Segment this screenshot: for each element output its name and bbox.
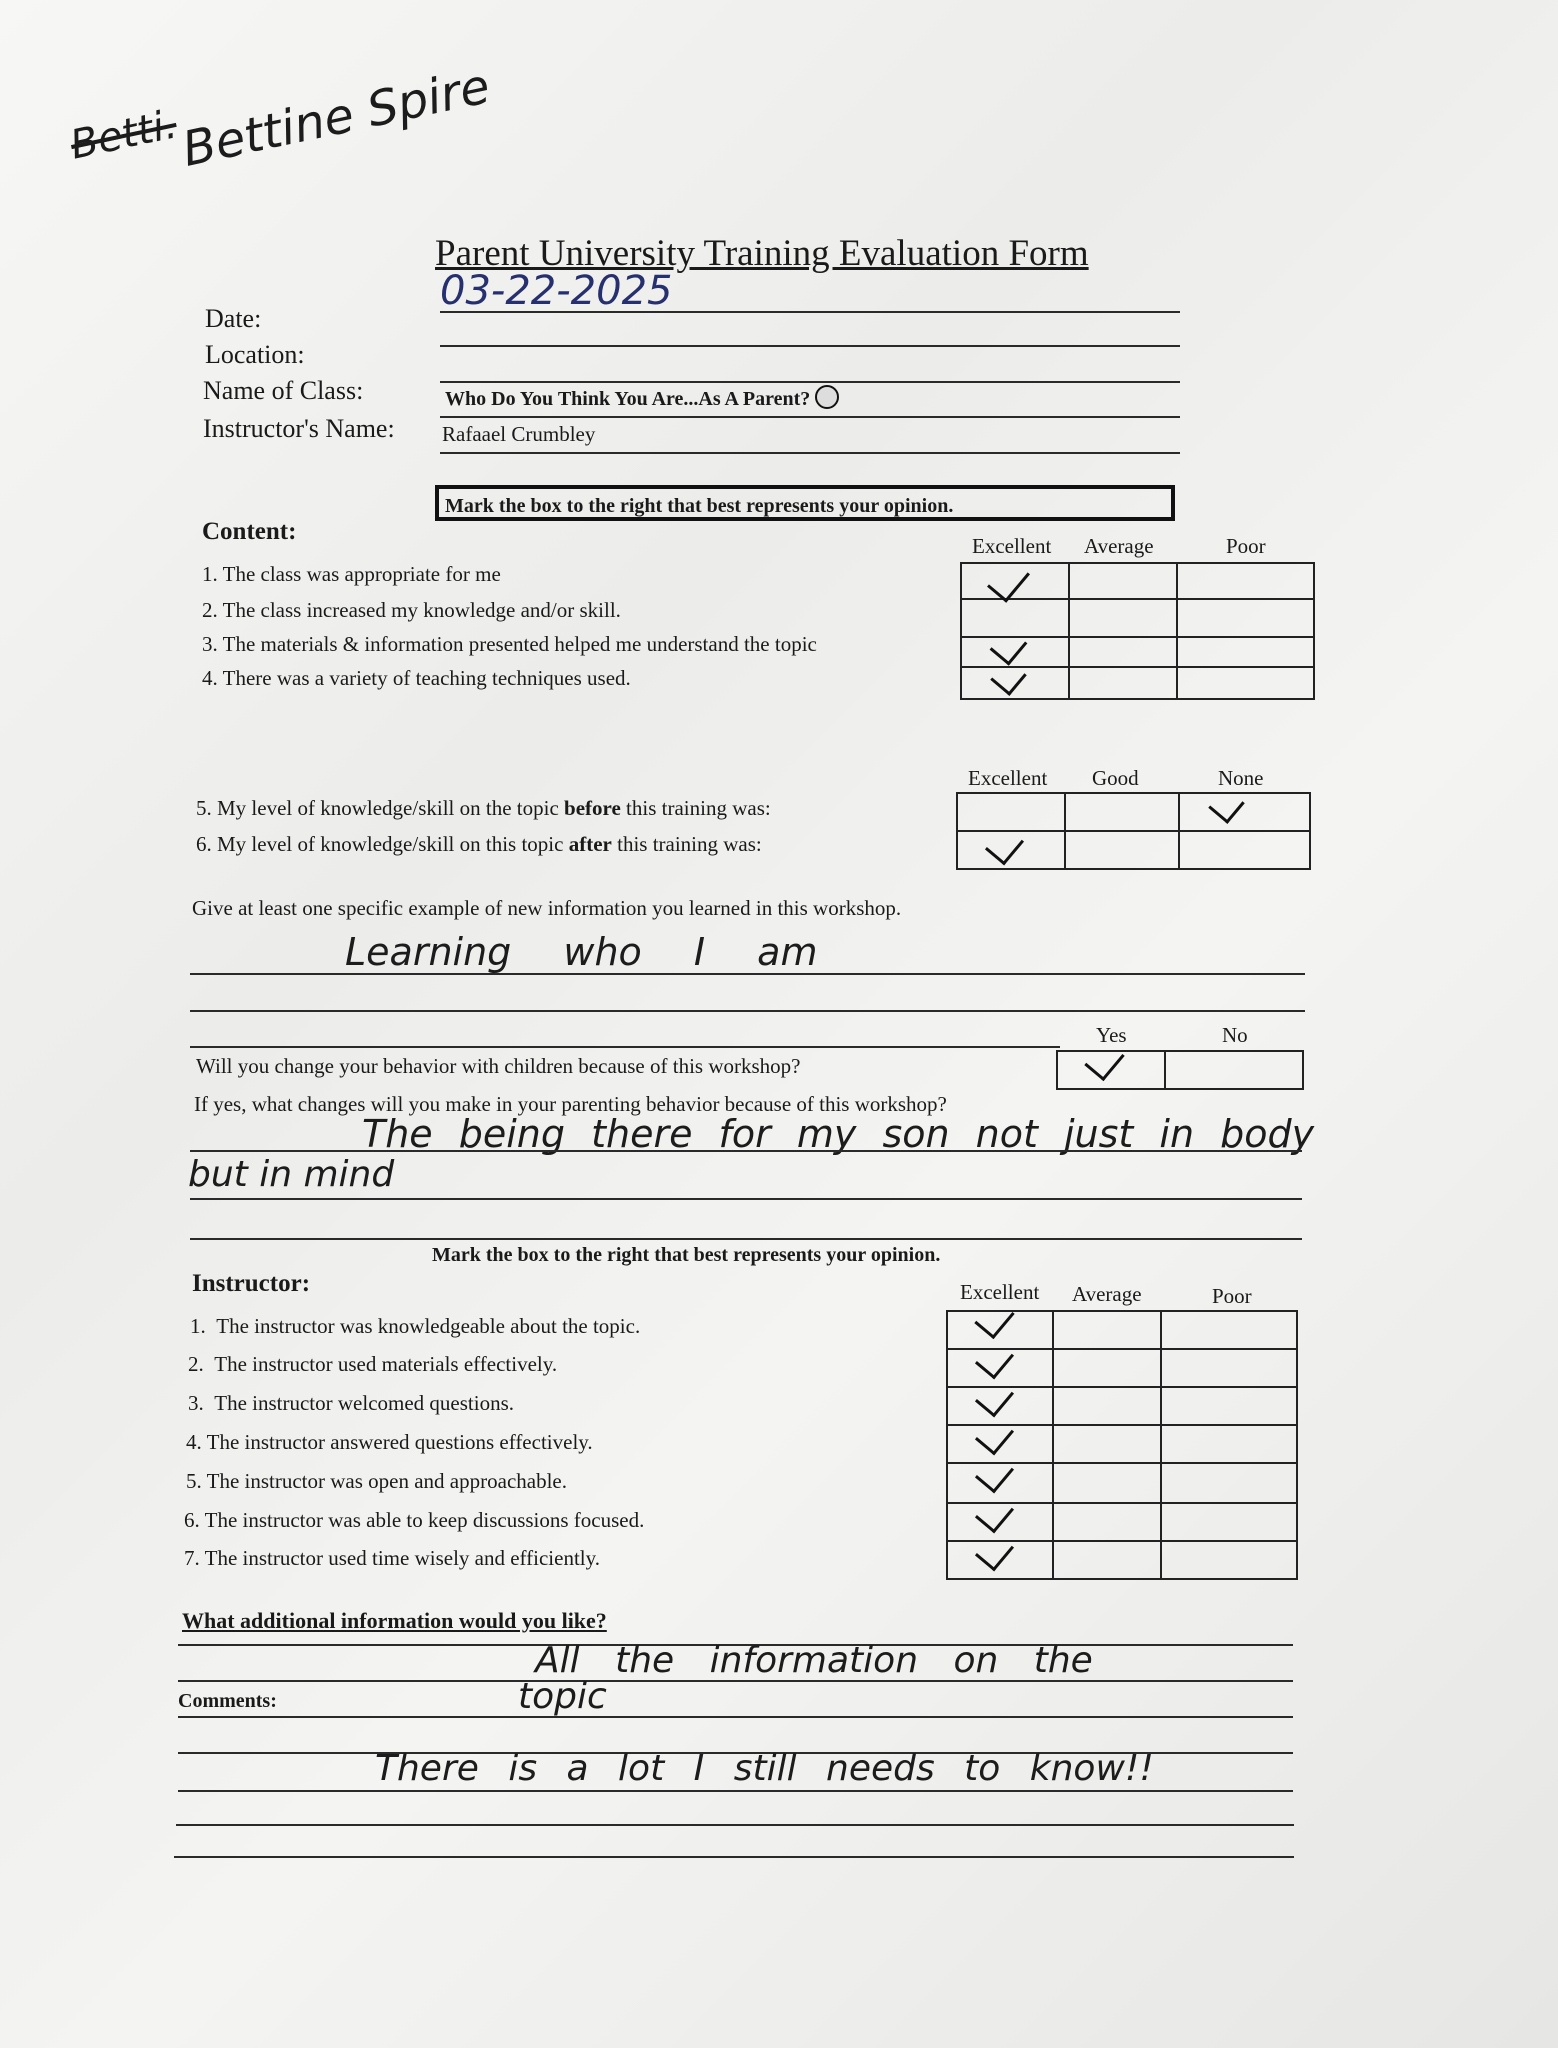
content-q3: 3. The materials & information presented helped me understand the topic (202, 632, 817, 656)
instructor-r6-average[interactable] (1053, 1503, 1161, 1541)
content-r1-poor[interactable] (1177, 563, 1314, 599)
behavior-question: Will you change your behavior with children because of this workshop? (196, 1054, 801, 1078)
behavior-line-1 (190, 1150, 1302, 1152)
comments-answer[interactable]: There is a lot I still needs to know!! (375, 1748, 1154, 1789)
instructor-r2-poor[interactable] (1161, 1349, 1297, 1387)
instructor-heading: Instructor: (192, 1270, 311, 1297)
instructor-r5-average[interactable] (1053, 1463, 1161, 1503)
behavior-no-box[interactable] (1165, 1051, 1303, 1089)
instructor-value: Rafaael Crumbley (442, 422, 596, 446)
instructor-q4: 4. The instructor answered questions effectively. (186, 1430, 593, 1454)
behavior-yes-box[interactable] (1057, 1051, 1165, 1089)
instructor-r1-poor[interactable] (1161, 1311, 1297, 1349)
mark-box-instruction-2: Mark the box to the right that best represents your opinion. (432, 1244, 941, 1266)
instructor-r5-poor[interactable] (1161, 1463, 1297, 1503)
knowledge-after-good[interactable] (1065, 831, 1179, 869)
instructor-r2-average[interactable] (1053, 1349, 1161, 1387)
instructor-r7-average[interactable] (1053, 1541, 1161, 1579)
location-line (440, 345, 1180, 347)
knowledge-after-excellent[interactable] (957, 831, 1065, 869)
instructor-r4-average[interactable] (1053, 1425, 1161, 1463)
knowledge-row-before (957, 793, 1310, 831)
content-r2-excellent[interactable] (961, 599, 1069, 637)
example-line-1 (190, 973, 1305, 975)
instructor-r1-average[interactable] (1053, 1311, 1161, 1349)
knowledge-col-good: Good (1092, 766, 1139, 790)
instructor-r3-average[interactable] (1053, 1387, 1161, 1425)
instructor-r3-poor[interactable] (1161, 1387, 1297, 1425)
emoji-icon (815, 385, 839, 409)
comments-line-4 (176, 1824, 1294, 1826)
content-r1-excellent[interactable] (961, 563, 1069, 599)
content-q2: 2. The class increased my knowledge and/or skill. (202, 598, 621, 622)
content-r2-poor[interactable] (1177, 599, 1314, 637)
respondent-name: Bettine Spire (177, 58, 495, 178)
instructor-col-average: Average (1072, 1282, 1142, 1306)
instructor-col-excellent: Excellent (960, 1280, 1040, 1304)
behavior-no-label: No (1222, 1023, 1248, 1047)
content-row-3 (961, 637, 1314, 667)
instructor-label: Instructor's Name: (203, 414, 395, 443)
content-r1-average[interactable] (1069, 563, 1177, 599)
knowledge-after-none[interactable] (1179, 831, 1310, 869)
content-q4: 4. There was a variety of teaching techniques used. (202, 666, 631, 690)
knowledge-q5: 5. My level of knowledge/skill on the topic before this training was: (196, 796, 771, 820)
additional-info-answer-2[interactable]: topic (518, 1676, 607, 1717)
instructor-line (440, 452, 1180, 454)
class-label: Name of Class: (203, 376, 364, 405)
content-row-4 (961, 667, 1314, 699)
content-q1: 1. The class was appropriate for me (202, 562, 501, 586)
location-label: Location: (205, 340, 305, 369)
example-line-3 (190, 1046, 1060, 1048)
instructor-q5: 5. The instructor was open and approachable. (186, 1469, 567, 1493)
content-r3-average[interactable] (1069, 637, 1177, 667)
comments-label: Comments: (178, 1690, 277, 1712)
knowledge-row-after (957, 831, 1310, 869)
instructor-q2: 2. The instructor used materials effectively. (188, 1352, 558, 1376)
comments-line-3 (178, 1790, 1293, 1792)
checkmark-icon (985, 826, 1024, 866)
date-label: Date: (205, 304, 262, 333)
content-r3-excellent[interactable] (961, 637, 1069, 667)
content-rating-table (960, 562, 1315, 700)
content-r4-average[interactable] (1069, 667, 1177, 699)
behavior-answer-line1[interactable]: The being there for my son not just in body (362, 1112, 1315, 1156)
learned-example-answer[interactable]: Learning who I am (345, 930, 818, 974)
content-row-1 (961, 563, 1314, 599)
example-prompt: Give at least one specific example of new information you learned in this workshop. (192, 896, 902, 920)
content-col-excellent: Excellent (972, 534, 1052, 558)
instructor-q7: 7. The instructor used time wisely and efficiently. (184, 1546, 601, 1570)
date-value[interactable]: 03-22-2025 (440, 268, 673, 314)
content-r3-poor[interactable] (1177, 637, 1314, 667)
content-r2-average[interactable] (1069, 599, 1177, 637)
class-line (440, 416, 1180, 418)
instructor-r7-poor[interactable] (1161, 1541, 1297, 1579)
additional-info-answer-1[interactable]: All the information on the (535, 1640, 1093, 1681)
behavior-answer-line2[interactable]: but in mind (188, 1154, 395, 1195)
checkmark-icon (987, 558, 1030, 602)
behavior-followup: If yes, what changes will you make in your parenting behavior because of this workshop? (194, 1092, 947, 1116)
content-heading: Content: (202, 518, 297, 545)
mark-box-instruction: Mark the box to the right that best represents your opinion. (435, 485, 1175, 521)
knowledge-col-none: None (1218, 766, 1264, 790)
additional-line-2 (178, 1680, 1293, 1682)
struck-name: Betti. (66, 101, 181, 169)
example-line-2 (190, 1010, 1305, 1012)
class-value: Who Do You Think You Are...As A Parent? (445, 385, 839, 411)
knowledge-rating-table (956, 792, 1311, 870)
comments-line-5 (174, 1856, 1294, 1858)
content-col-average: Average (1084, 534, 1154, 558)
content-r4-excellent[interactable] (961, 667, 1069, 699)
form-title: Parent University Training Evaluation Form (435, 233, 1089, 274)
behavior-yes-label: Yes (1096, 1023, 1127, 1047)
instructor-q1: 1. The instructor was knowledgeable about the topic. (190, 1314, 641, 1338)
instructor-rating-table (946, 1310, 1298, 1580)
additional-info-label: What additional information would you like? (182, 1608, 607, 1633)
knowledge-before-good[interactable] (1065, 793, 1179, 831)
content-r4-poor[interactable] (1177, 667, 1314, 699)
knowledge-before-excellent[interactable] (957, 793, 1065, 831)
checkmark-icon (1208, 787, 1245, 824)
comments-line-1 (178, 1716, 1293, 1718)
instructor-q3: 3. The instructor welcomed questions. (188, 1391, 515, 1415)
behavior-line-2 (190, 1198, 1302, 1200)
instructor-col-poor: Poor (1212, 1284, 1252, 1308)
class-line-top (440, 381, 1180, 383)
instructor-q6: 6. The instructor was able to keep discussions focused. (184, 1508, 645, 1532)
knowledge-before-none[interactable] (1179, 793, 1310, 831)
instructor-r4-poor[interactable] (1161, 1425, 1297, 1463)
date-line (440, 311, 1180, 313)
behavior-yes-no-table (1056, 1050, 1304, 1090)
instructor-r7-excellent[interactable] (947, 1541, 1053, 1579)
knowledge-col-excellent: Excellent (968, 766, 1048, 790)
content-col-poor: Poor (1226, 534, 1266, 558)
behavior-line-3 (190, 1238, 1302, 1240)
knowledge-q6: 6. My level of knowledge/skill on this topic after this training was: (196, 832, 762, 856)
instructor-r6-poor[interactable] (1161, 1503, 1297, 1541)
